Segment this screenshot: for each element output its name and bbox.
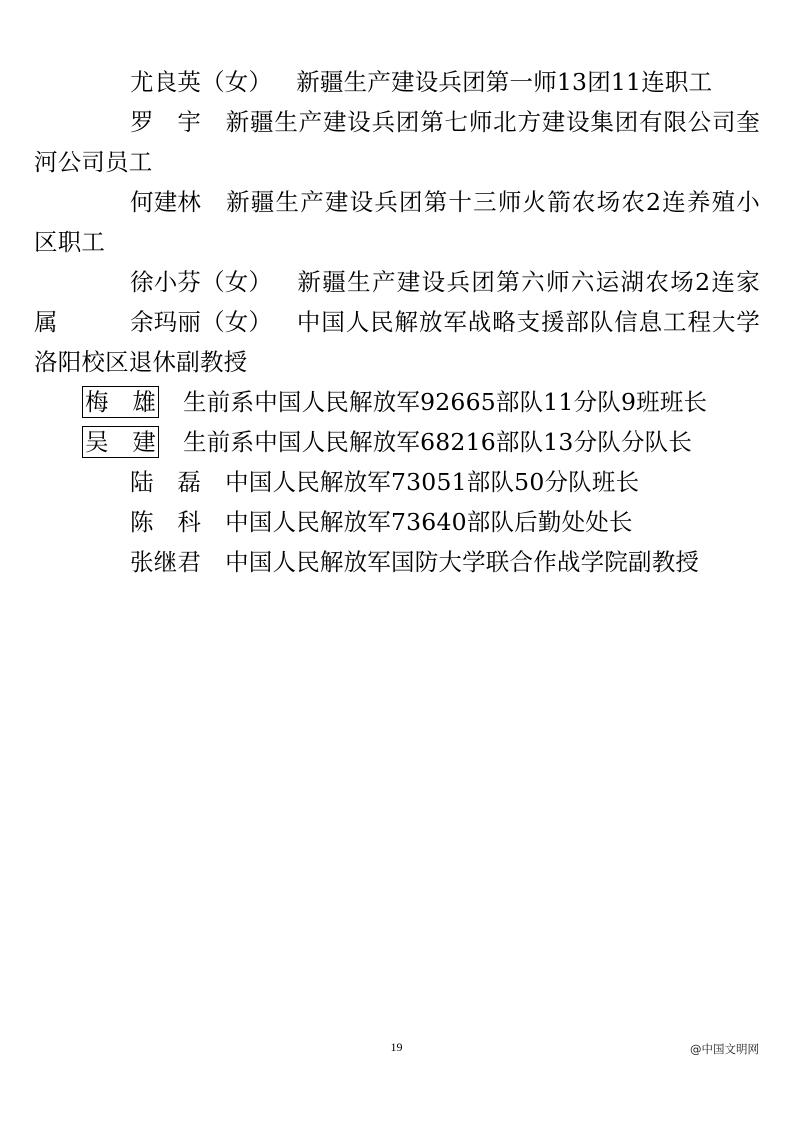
honoree-name: 罗 宇 <box>130 108 202 136</box>
honoree-name: 何建林 <box>130 188 202 216</box>
honoree-description: 中国人民解放军73640部队后勤处处长 <box>225 508 633 536</box>
honoree-name: 张继君 <box>130 548 202 576</box>
page-number: 19 <box>390 1040 403 1054</box>
honoree-name: 陈 科 <box>130 508 202 536</box>
honoree-entry-7 <box>34 422 760 462</box>
honoree-entry-2 <box>34 102 760 182</box>
source-watermark: @中国文明网 <box>690 1042 759 1056</box>
honoree-description: 新疆生产建设兵团第七师北方建设集团有限公司奎河公司员工 <box>34 108 760 176</box>
honoree-description: 生前系中国人民解放军92665部队11分队9班班长 <box>183 388 708 416</box>
honoree-entry-3 <box>34 182 760 262</box>
honoree-description: 生前系中国人民解放军68216部队13分队分队长 <box>183 428 693 456</box>
honoree-description: 新疆生产建设兵团第十三师火箭农场农2连养殖小区职工 <box>34 188 760 256</box>
honoree-description: 中国人民解放军战略支援部队信息工程大学洛阳校区退休副教授 <box>34 308 760 376</box>
honoree-description: 中国人民解放军国防大学联合作战学院副教授 <box>225 548 700 576</box>
honoree-entry-9 <box>34 502 760 542</box>
honoree-name: 余玛丽（女） <box>130 308 273 336</box>
honoree-entry-8 <box>34 462 760 502</box>
honoree-name: 陆 磊 <box>130 468 202 496</box>
honoree-name: 徐小芬（女） <box>130 268 273 296</box>
honoree-entry-6 <box>34 382 760 422</box>
honoree-description: 新疆生产建设兵团第一师13团11连职工 <box>296 68 713 96</box>
honoree-name-boxed: 梅 雄 <box>82 386 159 418</box>
honoree-name-boxed: 吴 建 <box>82 426 159 458</box>
honoree-description: 中国人民解放军73051部队50分队班长 <box>225 468 640 496</box>
honoree-entry-1 <box>34 62 760 102</box>
honoree-name: 尤良英（女） <box>130 68 273 96</box>
honoree-entry-5 <box>34 302 760 382</box>
honoree-description: 新疆生产建设兵团第六师六运湖农场2连家属 <box>34 268 760 336</box>
honoree-entry-10 <box>34 542 760 582</box>
